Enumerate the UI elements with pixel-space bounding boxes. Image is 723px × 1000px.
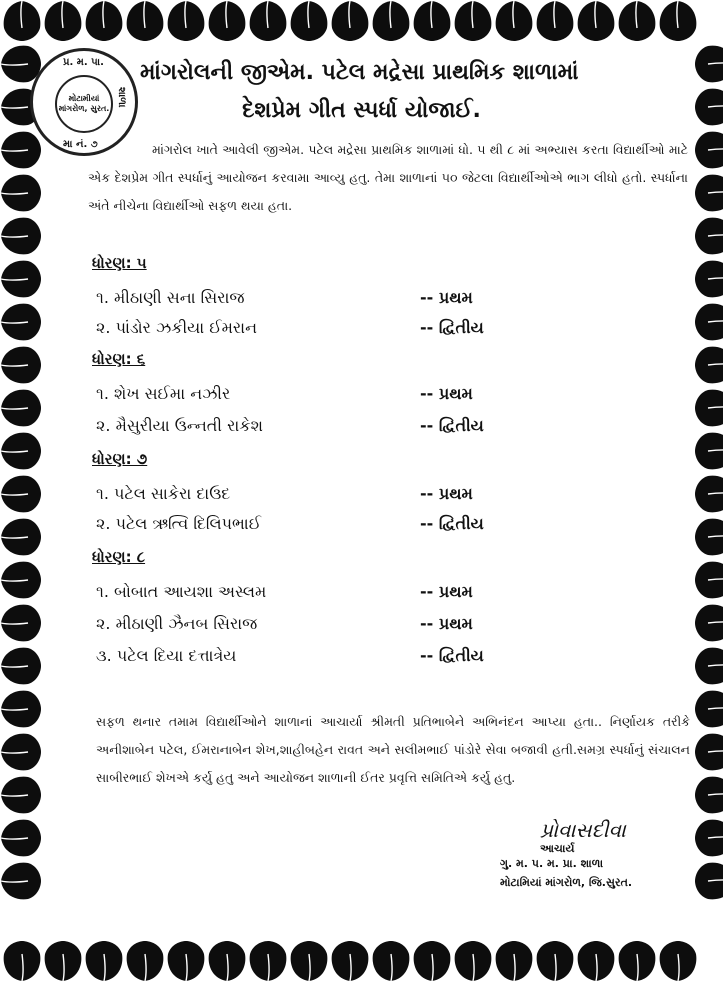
border-leaf-icon xyxy=(373,1,410,41)
standard-5-entry-2-rank: -- દ્વિતીય xyxy=(420,318,484,337)
border-leaf-icon xyxy=(695,648,723,685)
headline-line-2: દેશપ્રેમ ગીત સ્પર્ધા યોજાઈ. xyxy=(242,98,481,123)
principal-signature: પ્રોવાસદીવા xyxy=(540,818,626,842)
standard-6-entry-2-rank: -- દ્વિતીય xyxy=(420,416,484,435)
stamp-ring-top-text: પ્ર. મ. ૫ા. xyxy=(63,57,104,68)
stamp-ring-bottom-text: મા નં. ૭ xyxy=(63,139,98,150)
stamp-center-text: મોટામીયાં માંગરોળ, સુરત. xyxy=(58,94,110,113)
border-leaf-icon xyxy=(695,777,723,814)
standard-5-entry-2-name: ૨. પાંડોર ઝકીયા ઈમરાન xyxy=(96,318,258,337)
border-leaf-icon xyxy=(414,1,451,41)
border-leaf-icon xyxy=(660,941,697,981)
standard-6-entry-1-rank: -- પ્રથમ xyxy=(420,384,473,403)
border-leaf-icon xyxy=(695,605,723,642)
border-leaf-icon xyxy=(86,1,123,41)
border-leaf-icon xyxy=(209,941,246,981)
intro-text: માંગરોલ ખાતે આવેલી જીએમ. પટેલ મદ્રેસા પ્રાથમિક શાળામાં ધો. ૫ થી ૮ માં અભ્યાસ કરતા વિદ્યાર્થીઓ માટે એક દેશપ્રેમ ગીત સ્પર્ધાનું આયોજન કરવામા આવ્યુ હતુ. તેમા શાળાનાં ૫૦ જેટલા વિદ્યાર્થીઓએ ભાગ લીધો હતો. સ્પર્ધાના અંતે નીચેના વિદ્યાર્થીઓ સફળ થયા હતા. xyxy=(88,142,688,213)
border-leaf-icon xyxy=(1,863,41,900)
border-leaf-icon xyxy=(1,476,41,513)
border-leaf-icon xyxy=(537,1,574,41)
border-leaf-icon xyxy=(695,562,723,599)
border-leaf-icon xyxy=(332,1,369,41)
standard-8-entry-1-rank: -- પ્રથમ xyxy=(420,582,473,601)
border-leaf-icon xyxy=(1,605,41,642)
standard-8-entry-2-rank: -- પ્રથમ xyxy=(420,614,473,633)
closing-paragraph: સફળ થનાર તમામ વિદ્યાર્થીઓને શાળાનાં આચાર્યા શ્રીમતી પ્રતિભાબેને અભિનંદન આપ્યા હતા.. નિર્ણાયક તરીકે અનીશાબેન પટેલ, ઈમરાનાબેન શેખ,શાહીબહેન રાવત અને સલીમભાઈ પાંડોરે સેવા બજાવી હતી.સમગ્ર સ્પર્ધાનું સંચાલન સાબીરભાઈ શેખએ કર્યુ હતુ અને આયોજન શાળાની ઈતર પ્રવૃત્તિ સમિતિએ કર્યુ હતુ. xyxy=(96,714,690,785)
border-leaf-icon xyxy=(695,347,723,384)
border-leaf-icon xyxy=(373,941,410,981)
border-leaf-icon xyxy=(1,175,41,212)
border-leaf-icon xyxy=(4,941,41,981)
border-leaf-icon xyxy=(455,1,492,41)
border-leaf-icon xyxy=(496,1,533,41)
border-leaf-icon xyxy=(1,648,41,685)
border-leaf-icon xyxy=(291,1,328,41)
border-leaf-icon xyxy=(1,261,41,298)
border-leaf-icon xyxy=(127,941,164,981)
border-leaf-icon xyxy=(455,941,492,981)
signature-school-name: ગુ. મ. પ. મ. પ્રા. શાળા xyxy=(500,857,604,870)
border-leaf-icon xyxy=(578,1,615,41)
intro-paragraph xyxy=(88,136,688,220)
border-leaf-icon xyxy=(695,261,723,298)
border-leaf-icon xyxy=(660,1,697,41)
stamp-ring-side-text: શાળા xyxy=(116,87,127,108)
standard-8-heading: ધોરણ: ૮ xyxy=(92,548,146,566)
border-leaf-icon xyxy=(1,304,41,341)
standard-7-entry-2-rank: -- દ્વિતીય xyxy=(420,514,484,533)
standard-7-entry-2-name: ૨. પટેલ ઋત્વિ દિલિપભાઈ xyxy=(96,514,262,533)
border-leaf-icon xyxy=(1,734,41,771)
border-leaf-icon xyxy=(695,820,723,857)
border-leaf-icon xyxy=(1,132,41,169)
border-leaf-icon xyxy=(695,218,723,255)
border-leaf-icon xyxy=(209,1,246,41)
standard-8-entry-3-rank: -- દ્વિતીય xyxy=(420,646,484,665)
signature-role: આચાર્ય xyxy=(540,842,575,855)
border-leaf-icon xyxy=(619,941,656,981)
standard-7-entry-1-name: ૧. પટેલ સાકેરા દાઉદ xyxy=(96,484,231,503)
border-leaf-icon xyxy=(695,433,723,470)
border-leaf-icon xyxy=(1,390,41,427)
border-leaf-icon xyxy=(1,820,41,857)
border-leaf-icon xyxy=(414,941,451,981)
border-leaf-icon xyxy=(695,175,723,212)
border-leaf-icon xyxy=(695,519,723,556)
border-leaf-icon xyxy=(45,941,82,981)
border-leaf-icon xyxy=(1,347,41,384)
border-leaf-icon xyxy=(45,1,82,41)
border-leaf-icon xyxy=(1,691,41,728)
border-leaf-icon xyxy=(1,218,41,255)
headline-line-1: માંગરોલની જીએમ. પટેલ મદ્રેસા પ્રાથમિક શાળામાં xyxy=(140,60,579,85)
standard-8-entry-3-name: ૩. પટેલ દિયા દત્તાત્રેય xyxy=(96,646,237,665)
standard-5-entry-1-name: ૧. મીઠાણી સના સિરાજ xyxy=(96,288,245,307)
border-leaf-icon xyxy=(291,941,328,981)
standard-6-heading: ધોરણ: ૬ xyxy=(92,350,146,368)
signature-school-place: મોટામિયાં માંગરોળ, જિ.સુરત. xyxy=(500,876,633,889)
border-leaf-icon xyxy=(168,941,205,981)
border-leaf-icon xyxy=(1,562,41,599)
border-leaf-icon xyxy=(695,734,723,771)
standard-7-heading: ધોરણ: ૭ xyxy=(92,450,148,468)
border-leaf-icon xyxy=(695,304,723,341)
border-leaf-icon xyxy=(86,941,123,981)
border-leaf-icon xyxy=(619,1,656,41)
standard-5-heading: ધોરણ: ૫ xyxy=(92,254,147,272)
border-leaf-icon xyxy=(250,1,287,41)
border-leaf-icon xyxy=(1,777,41,814)
standard-8-entry-2-name: ૨. મીઠાણી ઝૈનબ સિરાજ xyxy=(96,614,258,633)
border-leaf-icon xyxy=(695,863,723,900)
border-leaf-icon xyxy=(250,941,287,981)
border-leaf-icon xyxy=(695,132,723,169)
standard-7-entry-1-rank: -- પ્રથમ xyxy=(420,484,473,503)
standard-8-entry-1-name: ૧. બોબાત આયશા અસ્લમ xyxy=(96,582,267,601)
border-leaf-icon xyxy=(127,1,164,41)
border-leaf-icon xyxy=(1,433,41,470)
border-leaf-icon xyxy=(695,476,723,513)
standard-6-entry-2-name: ૨. મૈસુરીયા ઉન્નતી રાકેશ xyxy=(96,416,263,435)
border-leaf-icon xyxy=(168,1,205,41)
border-leaf-icon xyxy=(4,1,41,41)
border-leaf-icon xyxy=(695,390,723,427)
border-leaf-icon xyxy=(1,519,41,556)
standard-5-entry-1-rank: -- પ્રથમ xyxy=(420,288,473,307)
border-leaf-icon xyxy=(332,941,369,981)
border-leaf-icon xyxy=(496,941,533,981)
border-leaf-icon xyxy=(537,941,574,981)
border-leaf-icon xyxy=(578,941,615,981)
standard-6-entry-1-name: ૧. શેખ સઈમા નઝીર xyxy=(96,384,231,403)
border-leaf-icon xyxy=(695,691,723,728)
